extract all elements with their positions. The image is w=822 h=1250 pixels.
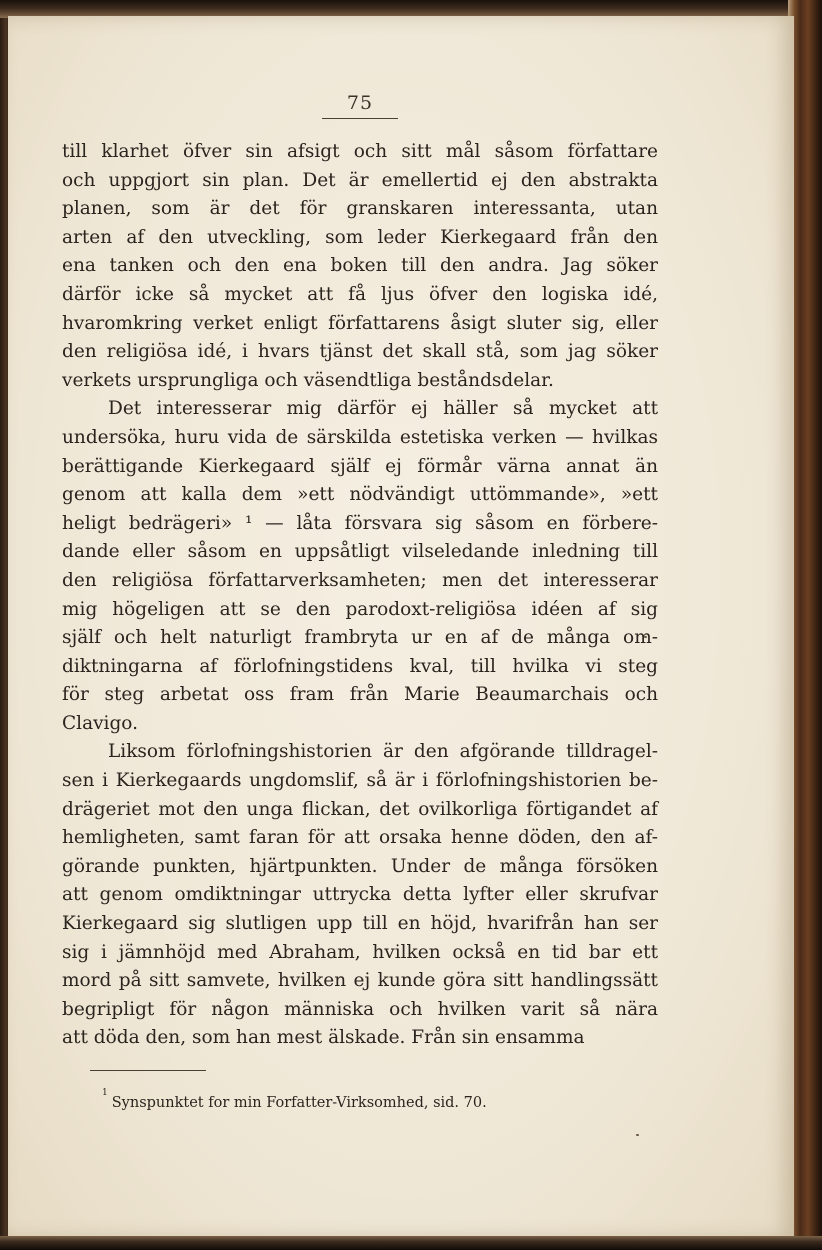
text-line: ena tanken och den ena boken till den andra. Jag söker — [62, 255, 658, 277]
footnote-marker: 1 — [102, 1088, 108, 1098]
text-line: heligt bedrägeri» ¹ — låta försvara sig såsom en förbere- — [62, 512, 658, 534]
text-line: den religiösa författarverksamheten; men det interesserar — [62, 569, 658, 591]
text-line: arten af den utveckling, som leder Kierkegaard från den — [62, 226, 658, 248]
text-line: mig högeligen att se den parodoxt-religiösa idéen af sig — [62, 598, 658, 620]
text-line: sen i Kierkegaards ungdomslif, så är i förlofningshistorien be- — [62, 770, 658, 792]
text-line: själf och helt naturligt frambryta ur en af de många om- — [62, 627, 658, 649]
footnote — [102, 1088, 487, 1111]
text-line: dande eller såsom en uppsåtligt vilseledande inledning till — [62, 541, 658, 563]
text-line: verkets ursprungliga och väsendtliga beståndsdelar. — [62, 369, 554, 391]
text-line: att döda den, som han mest älskade. Från sin ensamma — [62, 1027, 585, 1049]
text-line: görande punkten, hjärtpunkten. Under de många försöken — [62, 855, 658, 877]
text-line: undersöka, huru vida de särskilda estetiska verken — hvilkas — [62, 426, 658, 448]
text-line: sig i jämnhöjd med Abraham, hvilken också en tid bar ett — [62, 941, 658, 963]
page-number: 75 — [346, 92, 374, 114]
text-line: planen, som är det för granskaren interessanta, utan — [62, 198, 658, 220]
text-line: därför icke så mycket att få ljus öfver den logiska idé, — [62, 283, 658, 305]
text-line: begripligt för någon människa och hvilken varit så nära — [62, 998, 658, 1020]
footnote-text: Synspunktet for min Forfatter-Virksomhed, sid. 70. — [111, 1094, 487, 1111]
text-line: att genom omdiktningar uttrycka detta lyfter eller skrufvar — [62, 884, 658, 906]
text-line: och uppgjort sin plan. Det är emellertid ej den abstrakta — [62, 169, 658, 191]
text-line: för steg arbetat oss fram från Marie Beaumarchais och — [62, 684, 658, 706]
text-line: hemligheten, samt faran för att orsaka henne döden, den af- — [62, 827, 658, 849]
text-line: den religiösa idé, i hvars tjänst det skall stå, som jag söker — [62, 341, 658, 363]
text-line: drägeriet mot den unga flickan, det ovilkorliga förtigandet af — [62, 798, 658, 820]
text-line: till klarhet öfver sin afsigt och sitt mål såsom författare — [62, 141, 658, 162]
text-line: genom att kalla dem »ett nödvändigt uttömmande», »ett — [62, 484, 658, 506]
footnote-rule — [90, 1070, 206, 1071]
page-bottom-edge — [0, 1236, 822, 1250]
text-line: Kierkegaard sig slutligen upp till en höjd, hvarifrån han ser — [62, 913, 658, 935]
text-line: berättigande Kierkegaard själf ej förmår värna annat än — [62, 455, 658, 477]
text-line: mord på sitt samvete, hvilken ej kunde göra sitt handlingssätt — [62, 970, 658, 992]
text-line: Liksom förlofningshistorien är den afgörande tilldragel- — [108, 741, 658, 763]
text-line: hvaromkring verket enligt författarens åsigt sluter sig, eller — [62, 312, 658, 334]
paper-speck — [636, 1134, 639, 1136]
text-line: diktningarna af förlofningstidens kval, till hvilka vi steg — [62, 655, 658, 677]
page-number-rule — [322, 118, 398, 119]
text-line: Det interesserar mig därför ej häller så mycket att — [108, 398, 658, 420]
text-line: Clavigo. — [62, 712, 139, 734]
body-text — [62, 138, 658, 1053]
